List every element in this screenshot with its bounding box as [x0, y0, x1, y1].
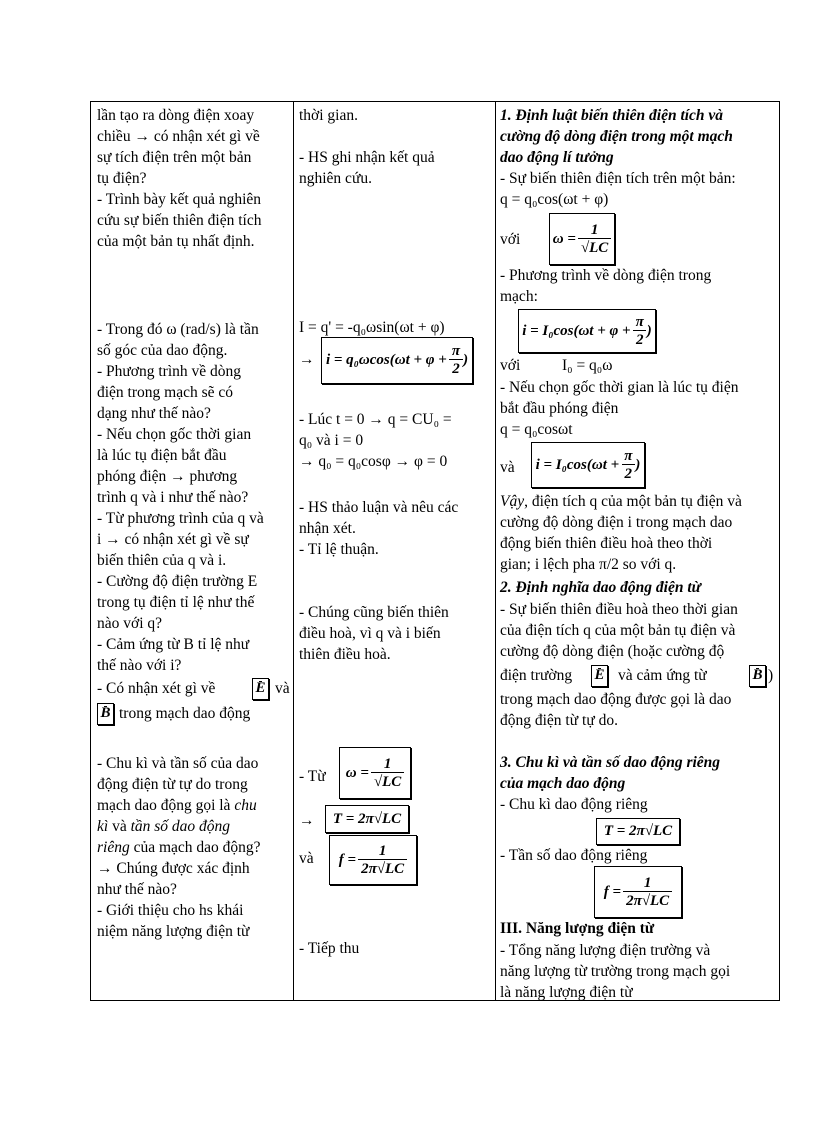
section-2-heading: 2. Định nghĩa dao động điện từ [500, 579, 701, 596]
content-column: 1. Định luật biến thiên điện tích và cường độ dòng điện trong một mạch dao động lí tưởng - Sự biến thiên điện tích trên một bản: q = q₀cos(ωt + φ) với ω = $\frac{1}{√LC}$ - Phương trình về dòng điện trong mạch: i = I₀cos(ωt + φ + $\frac{\pi}{2}$ ) với I₀ = q₀ω - Nếu chọn gốc thời gian là lúc tụ điện bắt đầu phóng điện q = q₀cosωt và i = I₀cos(ωt + $\frac{\pi}{2}$ ) Vậy, điện tích q của một bản tụ điện và cường độ dòng điện i trong mạch dao động biến thiên điều hoà theo thời gian; i lệch pha π/2 so với q. 2. Định nghĩa dao động điện từ - Sự biến thiên điều hoà theo thời gian của điện tích q của một bản tụ điện và cường độ dòng điện (hoặc cường độ điện trường E và cảm ứng từ B ) trong mạch dao động được gọi là dao động điện từ tự do. 3. Chu kì và tần số dao động riêng của mạch dao động - Chu kì dao động riêng T = 2π√LC - Tần số dao động riêng f = $\frac{1}{2\pi√LC}$ III. Năng lượng điện từ - Tổng năng lượng điện trường và năng lượng từ trường trong mạch gọi là năng lượng điện từ [500, 107, 774, 1001]
block-2: - Trong đó ω (rad/s) là tần số góc của dao động. - Phương trình về dòng điện trong mạch sẽ có dạng như thế nào? - Nếu chọn gốc thời gian là lúc tụ điện bắt đầu phóng điện → phương trình q và i như thế nào? - Từ phương trình của q và i → có nhận xét gì về sự biến thiên của q và i. - Cường độ điện trường E trong tụ điện tỉ lệ như thế nào với q? - Cảm ứng từ B tỉ lệ như thế nào với i? - Có nhận xét gì về E và B trong mạch dao động [97, 319, 288, 726]
section-III-heading: III. Năng lượng điện từ [500, 920, 655, 937]
student-column: thời gian. - HS ghi nhận kết quả nghiên cứu. I = q' = -q₀ωsin(ωt + φ) → i = q₀ωcos(ωt + φ + $\frac{\pi}{2}$ ) - Lúc t = 0 → q = CU₀ = q₀ và i = 0 → q₀ = q₀cosφ → φ = 0 - HS thảo luận và nêu các nhận xét. - Tỉ lệ thuận. - Chúng cũng biến thiên điều hoà, vì q và i biến thiên điều hoà. - Từ ω = $\frac{1}{√LC}$ → T = 2π√LC và f = $\frac{1}{2\pi√LC}$ - Tiếp thu [299, 102, 487, 1000]
period-formula: T = 2π√LC [325, 805, 409, 833]
column-divider [293, 102, 294, 1000]
section-3-heading: 3. Chu kì và tần số dao động riêng của mạch dao động [500, 754, 721, 792]
frequency-formula: f = $\frac{1}{2\pi√LC}$ [594, 866, 682, 918]
vector-b-icon: B [97, 703, 114, 725]
lesson-table [90, 101, 780, 1001]
vector-b-icon: B [749, 665, 766, 687]
current-formula: i = I₀cos(ωt + φ + $\frac{\pi}{2}$ ) [518, 309, 656, 353]
omega-formula: ω = $\frac{1}{√LC}$ [549, 213, 615, 265]
omega-formula: ω = $\frac{1}{√LC}$ [339, 747, 411, 799]
vector-e-icon: E [591, 665, 608, 687]
current-formula-phase-zero: i = I₀cos(ωt + $\frac{\pi}{2}$ ) [531, 442, 645, 488]
vector-e-icon: E [252, 678, 269, 700]
current-formula: i = q₀ωcos(ωt + φ + $\frac{\pi}{2}$ ) [321, 337, 473, 384]
block-3: - Chu kì và tần số của dao động điện từ tự do trong mạch dao động gọi là chu kì và tần số dao động riêng của mạch dao động? → Chúng được xác định như thế nào? - Giới thiệu cho hs khái niệm năng lượng điện từ [97, 755, 261, 940]
block-1: lần tạo ra dòng điện xoay chiều → có nhận xét gì về sự tích điện trên một bản tụ điện? - Trình bày kết quả nghiên cứu sự biến thiên điện tích của một bản tụ nhất định. [97, 107, 262, 250]
section-1-heading: 1. Định luật biến thiên điện tích và cường độ dòng điện trong một mạch dao động lí tưởng [500, 107, 733, 166]
period-formula: T = 2π√LC [596, 818, 680, 845]
teacher-column [97, 102, 288, 1000]
column-divider [495, 102, 496, 1000]
frequency-formula: f = $\frac{1}{2\pi√LC}$ [329, 835, 417, 885]
